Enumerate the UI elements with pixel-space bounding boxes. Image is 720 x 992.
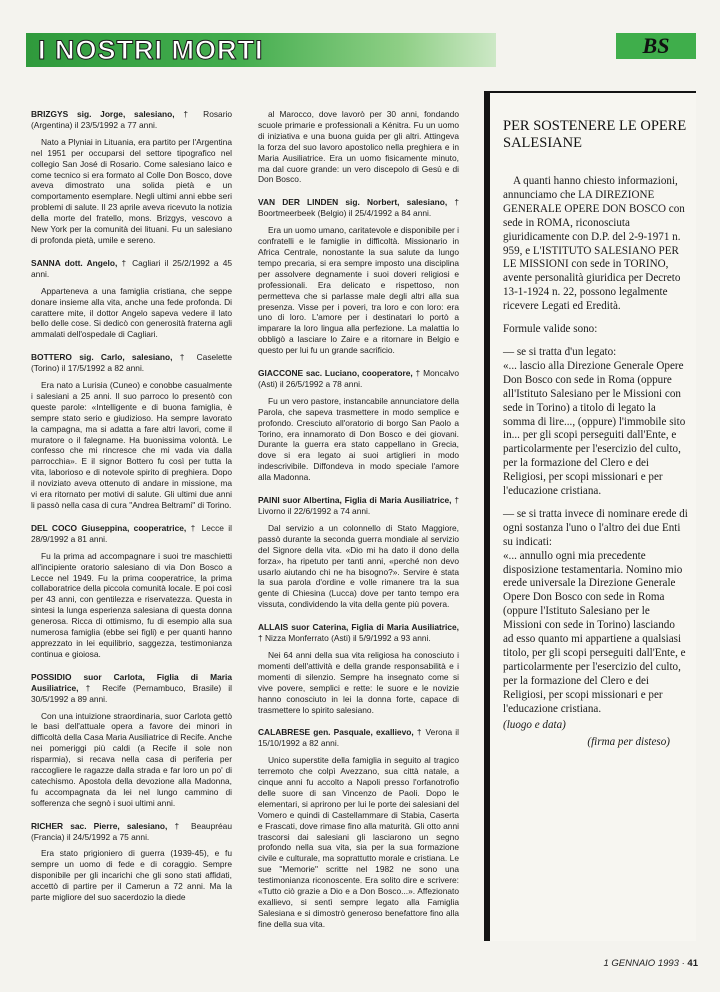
death-details: † Rosario (Argentina) il 23/5/1992 a 77 anni.	[31, 109, 233, 130]
obituary-text: Fu la prima ad accompagnare i suoi tre maschietti all'incipiente oratorio salesiano di via Don Bosco a Lecce nel 1949. Fu la prima cooperatrice, la prima collaboratrice della piccola comunità locale. E poi così per 43 anni, con gentilezza e riservatezza. Questa in sintesi la lunga esperienza salesiana di questa donna generosa. Ricca di ottimismo, fu di esempio alla sua numerosa famiglia (ebbe sei figli) e per quanti hanno apprezzato in lei equilibrio, saggezza, testimonianza continua e gioiosa.	[31, 550, 232, 659]
deceased-name: GIACCONE sac. Luciano, cooperatore,	[258, 368, 413, 379]
issue-date: 1 GENNAIO 1993	[603, 958, 679, 969]
box-intro: A quanti hanno chiesto informazioni, annunciamo che LA DIREZIONE GENERALE OPERE DON BOSCO con sede in ROMA, riconosciuta giuridicamente con D.P. del 2-9-1971 n. 959, e L'ISTITUTO SALESIANO PER LE MISSIONI con sede in TORINO, avente personalità giuridica per Decreto 13-1-1924 n. 22, possono legalmente ricevere Legati ed Eredità.	[503, 175, 685, 313]
deceased-name: VAN DER LINDEN sig. Norbert, salesiano,	[258, 197, 448, 208]
box-firma: (firma per disteso)	[587, 736, 670, 749]
obituary-entry	[31, 258, 232, 340]
obituary-text: Fu un vero pastore, instancabile annunciatore della Parola, che sapeva trasmettere in modo semplice e profondo. Cresciuto all'oratorio di borgo San Paolo a Torino, era innamorato di Don Bosco e dei giovani. Durante la guerra era stato cappellano in Grecia, dove si era legato ai suoi artiglieri in modo indescrivibile. Diffondeva in modo speciale l'amore alla Madonna.	[258, 395, 459, 483]
obituary-text: Unico superstite della famiglia in seguito al tragico terremoto che colpì Avezzano, sua città natale, a cinque anni fu accolto a Napoli presso l'orfanotrofio delle suore di san Vincenzo de Paoli. Dopo le elementari, si aprirono per lui le porte dei salesiani del Vomero e quindi di Castellammare di Stabia, Caserta e Frascati, dove rimase fino alla maturità. Gli otto anni trascorsi dai salesiani gli lasciarono un segno profondo nella sua vita, sia per la sua formazione civile e culturale, ma soprattutto morale e cristiana. Le sue "Memorie" scritte nel 1982 ne sono una testimonianza riconoscente. Era solito dire e scrivere: «Tutto ciò grazie a Dio e a Don Bosco...». Affezionato exallievo, si sentì sempre legato alla Famiglia Salesiana e si dimostrò generoso benefattore fino alla fine della sua vita.	[258, 755, 459, 929]
bs-badge	[616, 33, 696, 59]
deceased-name: PAINI suor Albertina, Figlia di Maria Ausiliatrice,	[258, 495, 452, 506]
page-footer	[603, 958, 698, 969]
obituary-entry	[258, 727, 459, 929]
deceased-name: ALLAIS suor Caterina, Figlia di Maria Ausiliatrice,	[258, 622, 459, 633]
deceased-name: BOTTERO sig. Carlo, salesiano,	[31, 352, 173, 363]
death-details: † Livorno il 22/6/1992 a 74 anni.	[258, 495, 459, 516]
obituary-heading	[258, 368, 459, 390]
obituary-heading	[31, 523, 232, 545]
obituary-entry	[258, 197, 459, 356]
obituary-entry	[31, 109, 232, 246]
legacy-info-box	[484, 91, 696, 941]
obituary-text: Nato a Plyniai in Lituania, era partito per l'Argentina nel 1951 per occuparsi del settore tipografico nel collegio San José di Rosario. Come salesiano laico e come tecnico si era formato al Colle Don Bosco, dove aveva dimostrato una solida pietà e un comportamento esemplare. Negli ultimi anni ebbe seri problemi di salute. Il 23 aprile aveva ricevuto la notizia della morte del fratello, mons. Brizgys, vescovo a New York per la comunità dei lituani. Fu un salesiano di profonda pietà, umile e sereno.	[31, 136, 232, 245]
death-details: † Recife (Pernambuco, Brasile) il 30/5/1992 a 89 anni.	[31, 682, 232, 704]
obituary-heading	[31, 109, 232, 131]
obituary-heading	[31, 352, 232, 374]
obituary-entry	[31, 523, 232, 660]
obituary-text: al Marocco, dove lavorò per 30 anni, fondando scuole primarie e professionali a Kénitra. Fu un uomo di iniziativa e una buona guida per gli altri. Attingeva la forza del suo lavoro apostolico nella preghiera e in Maria Ausiliatrice. Era un uomo fisicamente minuto, ma dal cuore grande: un vero discepolo di Gesù e di Don Bosco.	[258, 109, 459, 185]
obituary-heading	[31, 258, 232, 280]
obituary-entry	[31, 821, 232, 903]
death-details: † Boortmeerbeek (Belgio) il 25/4/1992 a 84 anni.	[258, 197, 459, 219]
obituary-heading	[258, 622, 459, 644]
obituary-column-1	[31, 109, 232, 915]
bs-badge-text: BS	[642, 33, 670, 58]
obituary-heading	[31, 672, 232, 705]
obituary-entry	[258, 368, 459, 483]
deceased-name: BRIZGYS sig. Jorge, salesiano,	[31, 109, 175, 119]
deceased-name: POSSIDIO suor Carlota, Figlia di Maria Ausiliatrice,	[31, 671, 232, 693]
obituary-entry	[258, 495, 459, 610]
obituary-heading	[258, 495, 459, 517]
obituary-entry	[31, 672, 232, 809]
obituary-heading	[258, 727, 459, 749]
obituary-text: Era stato prigioniero di guerra (1939-45), e fu sempre un uomo di fede e di coraggio. Sempre disponibile per gli incarichi che gli sono stati affidati, accettò di partire per il Camerun a 72 anni. Ma la parte migliore del suo sacerdozio la diede	[31, 848, 232, 903]
obituary-entry	[258, 622, 459, 715]
death-details: † Caselette (Torino) il 17/5/1992 a 82 anni.	[31, 352, 233, 374]
section-title: I NOSTRI MORTI	[38, 35, 264, 65]
death-details: † Lecce il 28/9/1992 a 81 anni.	[31, 522, 233, 544]
obituary-column-2	[258, 109, 459, 942]
death-details: † Nizza Monferrato (Asti) il 5/9/1992 a 93 anni.	[258, 633, 431, 644]
box-erede-text: «... annullo ogni mia precedente disposizione testamentaria. Nomino mio erede universale la Direzione Generale Opere Don Bosco con sede in Roma (oppure l'Istituto Salesiano per le Missioni con sede in Torino) lasciando ad esso quanto mi appartiene a qualsiasi titolo, per gli scopi perseguiti dall'Ente, e particolarmente per l'esercizio del culto, per la formazione del Clero e dei Religiosi, per scopi missionari e per l'educazione cristiana.	[503, 549, 686, 715]
box-legato-text: «... lascio alla Direzione Generale Opere Don Bosco con sede in Roma (oppure all'Istituto Salesiano per le Missioni con sede in Torino) a titolo di legato la somma di lire..., (oppure) l'immobile sito in... per gli scopi perseguiti dall'Ente, e particolarmente per l'esercizio del culto, per la formazione del Clero e dei Religiosi, per scopi missionari e per l'educazione cristiana.	[503, 359, 686, 498]
box-luogo: (luogo e data)	[503, 718, 566, 731]
obituary-text: Nei 64 anni della sua vita religiosa ha conosciuto i momenti dell'attività e della grande responsabilità e i momenti di silenzio. Sempre ha insegnato come si vive povere, semplici e rette: le suore e le novizie hanno conosciuto in lei la donna forte, capace di trasmettere lo spirito salesiano.	[258, 649, 459, 715]
death-details: † Verona il 15/10/1992 a 82 anni.	[258, 727, 460, 749]
obituary-heading	[258, 197, 459, 219]
obituary-heading	[31, 821, 232, 843]
box-erede-lead: — se si tratta invece di nominare erede di ogni sostanza l'uno o l'altro dei due Enti su indicati:	[503, 507, 688, 548]
death-details: † Moncalvo (Asti) il 26/5/1992 a 78 anni.	[258, 368, 460, 389]
obituary-entry	[258, 109, 459, 185]
obituary-text: Con una intuizione straordinaria, suor Carlota gettò le basi dell'attuale opera a favore dei minori in difficoltà della Casa Maria Ausiliatrice di Recife. Anche nei pomeriggi più caldi (a Recife il sole non risparmia), si recava nella casa di periferia per raccogliere le ragazze dalla strada e far loro un po' di catechismo. Apostola della devozione alla Madonna, fu accompagnata da lei nel lungo cammino di sofferenza che segnò i suoi ultimi anni.	[31, 710, 232, 808]
deceased-name: RICHER sac. Pierre, salesiano,	[31, 820, 168, 831]
obituary-text: Apparteneva a una famiglia cristiana, che seppe donare insieme alla vita, anche una fede profonda. Di carattere mite, il dottor Angelo sapeva vedere il lato bello delle cose. Si dedicò con generosità fraterna agli ammalati dell'ospedale di Cagliari.	[31, 285, 232, 340]
deceased-name: DEL COCO Giuseppina, cooperatrice,	[31, 522, 187, 533]
box-formule: Formule valide sono:	[503, 323, 598, 336]
death-details: † Beaupréau (Francia) il 24/5/1992 a 75 anni.	[31, 820, 232, 842]
box-legato-lead: — se si tratta d'un legato:	[503, 345, 617, 358]
box-title: PER SOSTENERE LE OPERE SALESIANE	[503, 118, 687, 151]
obituary-text: Dal servizio a un colonnello di Stato Maggiore, passò durante la seconda guerra mondiale al servizio del Signore della vita. «Dio mi ha dato il dono della forza», ha ripetuto per tanti anni, «perché non devo usarlo aiutando chi ne ha bisogno?». Servire è stata la sua parola d'ordine e volle rimanere tra la sua gente di Chiesina (Lucca) dove per tanto tempo era vissuta, condividendo la vita della gente più povera.	[258, 522, 459, 610]
obituary-text: Era un uomo umano, caritatevole e disponibile per i confratelli e le famiglie in difficoltà. Missionario in Africa Centrale, nonostante la sua salute da lungo tempo precaria, si era sempre imposto una disciplina per assolvere degnamente i suoi doveri religiosi e professionali. Era delicato e rispettoso, non permetteva che si parlasse male degli altri alla sua presenza. Visse per i poveri, tra loro e con loro: era uno di loro. L'amore per i destinatari lo portò a imparare la loro lingua alla perfezione. La malattia lo obbligò a lasciare lo Zaire e a ritornare in Belgio e questo per lui fu un grande sacrificio.	[258, 225, 459, 356]
obituary-entry	[31, 352, 232, 511]
deceased-name: SANNA dott. Angelo,	[31, 257, 118, 268]
footer-separator: ·	[681, 958, 685, 969]
page-number: 41	[687, 958, 698, 969]
death-details: † Cagliari il 25/2/1992 a 45 anni.	[31, 257, 233, 279]
section-banner	[26, 33, 496, 67]
deceased-name: CALABRESE gen. Pasquale, exallievo,	[258, 727, 414, 738]
obituary-text: Era nato a Lurisia (Cuneo) e conobbe casualmente i salesiani a 25 anni. Il suo parroco lo presentò con queste parole: «Intelligente e di buona famiglia, è sempre stato serio e giudizioso. Ha sempre lavorato la campagna, ma si adatta a fare altri lavori, come il muratore o il falegname. Ha buonissima volontà. Le confesso che mi rincresce che mi vada via dalla parrocchia». E il signor Bottero fu così per tutta la vita, laborioso e di notevole spirito di preghiera. Dopo il noviziato aveva ottenuto di andare in missione, ma vi era ritornato per motivi di salute. Gli ultimi due anni li passò nella casa di cura "Andrea Beltrami" di Torino.	[31, 380, 232, 510]
